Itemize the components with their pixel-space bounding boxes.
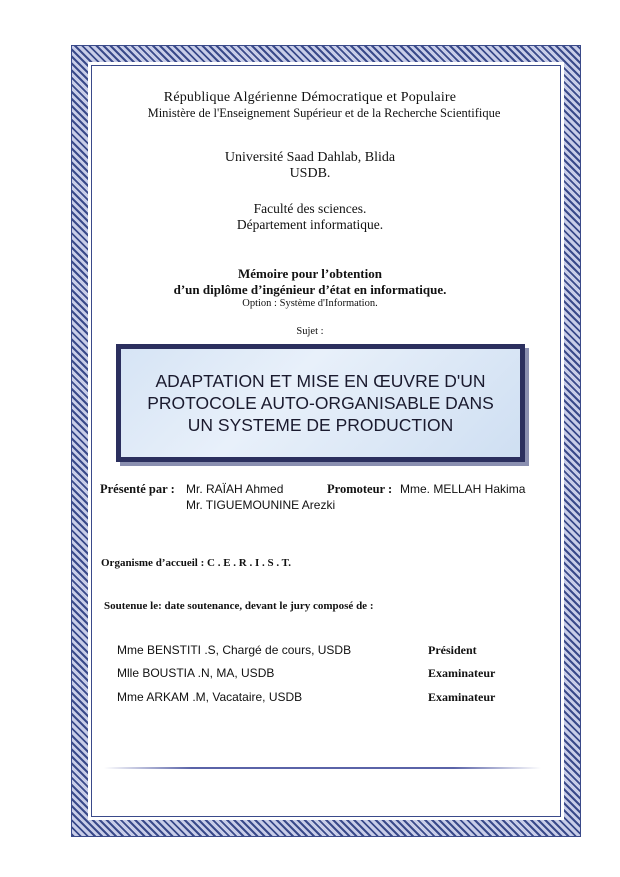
department-name: Département informatique. [236, 217, 384, 232]
memoire-line-1: Mémoire pour l’obtention [238, 266, 382, 281]
jury-member-2-role: Examinateur [428, 666, 496, 680]
university-abbr: USDB. [289, 166, 331, 181]
university-name: Université Saad Dahlab, Blida [224, 150, 396, 165]
promoter-label: Promoteur : [327, 482, 393, 496]
ministry-heading: Ministère de l'Enseignement Supérieur et de la Recherche Scientifique [147, 106, 501, 120]
jury-member-3-role: Examinateur [428, 690, 496, 704]
republic-heading: République Algérienne Démocratique et Populaire [163, 90, 457, 105]
host-organization: Organisme d’accueil : C . E . R . I . S . T. [101, 557, 291, 569]
defense-statement: Soutenue le: date soutenance, devant le jury composé de : [104, 600, 374, 612]
faculty-name: Faculté des sciences. [253, 201, 367, 216]
bottom-divider [104, 767, 541, 769]
subject-label: Sujet : [296, 326, 324, 337]
subject-title: ADAPTATION ET MISE EN ŒUVRE D'UN PROTOCOLE AUTO-ORGANISABLE DANS UN SYSTEME DE PRODUCTION [147, 371, 494, 435]
memoire-line-2: d’un diplôme d’ingénieur d’état en informatique. [173, 282, 447, 297]
promoter-name: Mme. MELLAH Hakima [400, 482, 526, 496]
presented-by-label: Présenté par : [100, 482, 175, 496]
jury-member-3-name: Mme ARKAM .M, Vacataire, USDB [117, 690, 303, 704]
jury-member-1-name: Mme BENSTITI .S, Chargé de cours, USDB [117, 643, 352, 657]
student-2: Mr. TIGUEMOUNINE Arezki [186, 498, 336, 512]
student-1: Mr. RAÏAH Ahmed [186, 482, 284, 496]
option-text: Option : Système d'Information. [242, 298, 378, 309]
subject-title-box [116, 344, 525, 462]
jury-member-1-role: Président [428, 643, 477, 657]
jury-member-2-name: Mlle BOUSTIA .N, MA, USDB [117, 666, 275, 680]
